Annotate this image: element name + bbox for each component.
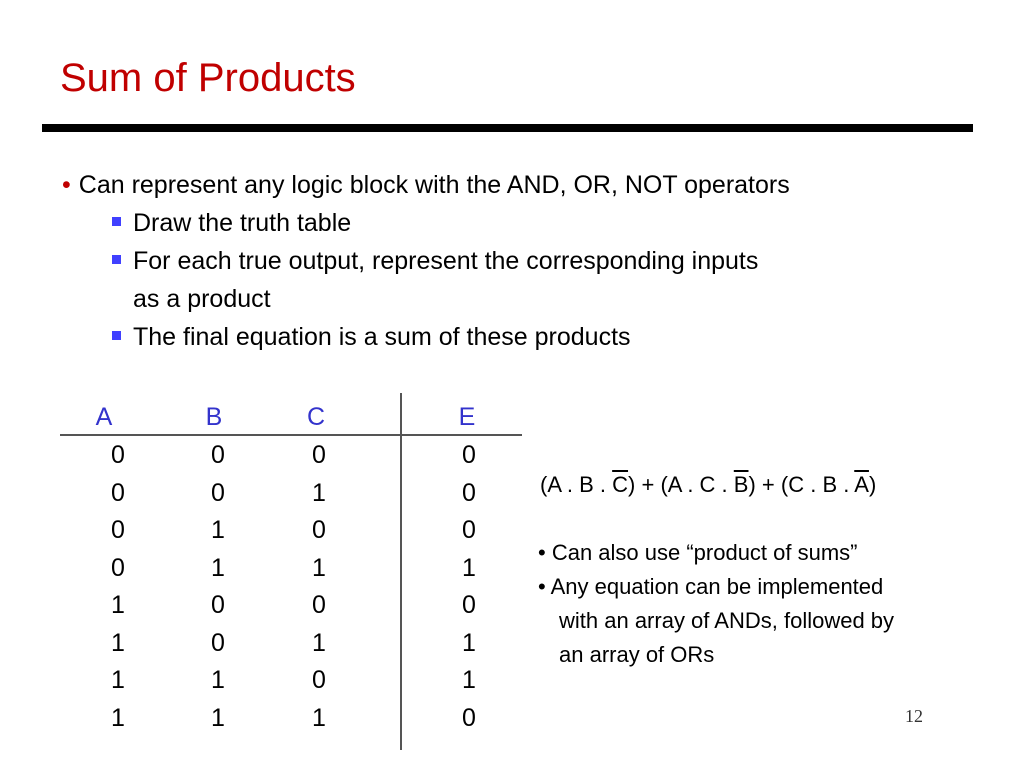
table-cell: 0 [312, 516, 326, 544]
table-output-divider [400, 393, 402, 750]
table-cell: 0 [111, 516, 125, 544]
equation-plus-1: + [635, 472, 661, 497]
table-cell: 0 [111, 478, 125, 507]
table-cell: 1 [462, 628, 476, 657]
table-cell: 1 [211, 703, 225, 732]
table-cell: 0 [462, 516, 476, 544]
bullet-main-text: Can represent any logic block with the AND, OR, NOT operators [78, 171, 790, 199]
table-cell: 0 [211, 628, 225, 657]
table-cell: 0 [462, 478, 476, 507]
square-bullet-icon [112, 217, 121, 226]
equation-term-1-negated: $\overline{C}$ [612, 472, 629, 497]
table-cell: 1 [312, 703, 326, 732]
equation-term-2-post: ) [748, 472, 756, 497]
table-cell: 0 [211, 478, 225, 507]
equation-term-1-pre: (A . B . [540, 472, 613, 497]
side-note-implementation-cont-2: an array of ORs [559, 642, 715, 667]
equation-term-3-pre: (C . B . [780, 472, 855, 497]
sub-bullet-3-text: The final equation is a sum of these products [133, 323, 631, 351]
table-header-b: B [205, 403, 223, 431]
table-cell: 0 [462, 591, 476, 619]
square-bullet-icon [112, 331, 121, 340]
table-cell: 0 [312, 666, 326, 694]
table-cell: 0 [312, 591, 326, 619]
equation-term-1-post: ) [628, 472, 636, 497]
sub-bullet-2-continuation: as a product [133, 285, 271, 313]
sub-bullet-1-text: Draw the truth table [133, 209, 352, 237]
table-cell: 1 [462, 666, 476, 694]
table-header-e: E [458, 403, 476, 431]
table-cell: 1 [312, 553, 326, 582]
table-header-a: A [95, 403, 113, 431]
title-rule [42, 124, 973, 132]
table-cell: 1 [111, 591, 125, 619]
side-note-implementation: • Any equation can be implemented [538, 574, 884, 599]
table-cell: 0 [462, 441, 476, 469]
side-note-implementation-cont-1: with an array of ANDs, followed by [559, 608, 895, 633]
table-cell: 1 [312, 628, 326, 657]
table-cell: 1 [211, 666, 225, 694]
equation-term-2-negated: $\overline{B}$ [733, 472, 749, 497]
table-cell: 1 [312, 478, 326, 507]
slide-title: Sum of Products [60, 56, 356, 100]
table-cell: 0 [211, 591, 225, 619]
equation-term-2-pre: (A . C . [660, 472, 734, 497]
table-cell: 0 [462, 703, 476, 732]
table-cell: 1 [462, 553, 476, 582]
table-cell: 1 [111, 666, 125, 694]
table-cell: 1 [211, 516, 225, 544]
table-cell: 0 [312, 441, 326, 469]
bullet-main [62, 168, 790, 202]
page-number: 12 [905, 706, 923, 726]
side-note-product-of-sums: • Can also use “product of sums” [538, 540, 858, 565]
equation-term-3-post: ) [868, 472, 877, 497]
table-cell: 1 [111, 628, 125, 657]
table-cell: 0 [211, 441, 225, 469]
bullet-dot: • [62, 171, 71, 199]
sub-bullet-2-text: For each true output, represent the corresponding inputs [133, 247, 759, 275]
sop-equation [540, 470, 876, 500]
table-header-rule [60, 434, 522, 436]
table-header-c: C [306, 403, 326, 431]
equation-term-3-negated: $\overline{A}$ [854, 472, 869, 497]
table-cell: 0 [111, 553, 125, 582]
table-cell: 1 [211, 553, 225, 582]
table-cell: 1 [111, 703, 125, 732]
square-bullet-icon [112, 255, 121, 264]
table-cell: 0 [111, 441, 125, 469]
equation-plus-2: + [755, 472, 781, 497]
